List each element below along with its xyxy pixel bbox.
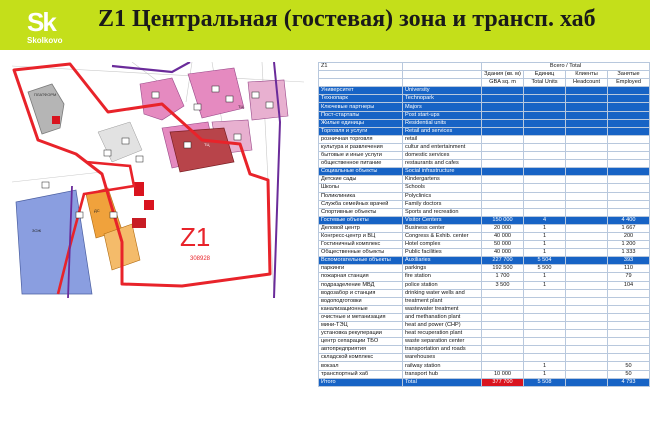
row-value [608,95,650,103]
row-value [566,305,608,313]
row-value: 110 [608,265,650,273]
row-value [482,354,524,362]
row-value: 1 [524,224,566,232]
row-label-ru: Общественные объекты [319,249,403,257]
zone-map [12,62,304,298]
row-value: 1 [524,281,566,289]
table-row [319,305,650,313]
row-value [608,152,650,160]
row-label-en: Kindergartens [403,176,482,184]
table-row [319,249,650,257]
row-value [566,232,608,240]
row-value [566,127,608,135]
row-value: 1 [524,241,566,249]
row-label-en: retail [403,135,482,143]
row-value [566,192,608,200]
table-row [319,346,650,354]
row-value [608,297,650,305]
row-label-ru: пожарная станция [319,273,403,281]
row-label-ru: бытовые и иные услуги [319,152,403,160]
row-label-en: railway station [403,362,482,370]
table-row [319,143,650,151]
row-label-en: fire station [403,273,482,281]
row-label-en: restaurants and cafes [403,160,482,168]
row-value [524,111,566,119]
row-value [524,200,566,208]
row-value [566,143,608,151]
row-label-en: police station [403,281,482,289]
row-value: 192 500 [482,265,524,273]
row-value [566,265,608,273]
row-value [482,87,524,95]
row-label-en: domestic services [403,152,482,160]
row-value [566,103,608,111]
row-label-en: Family doctors [403,200,482,208]
row-label-en: Congress & Exhib. center [403,232,482,240]
row-value: 227 700 [482,257,524,265]
table-row [319,338,650,346]
row-value [524,135,566,143]
row-value [524,152,566,160]
map-corner-label: ПЛАТФОРМ [34,92,57,97]
row-value [608,208,650,216]
table-row [319,95,650,103]
table-row [319,176,650,184]
row-value: 40 000 [482,249,524,257]
row-label-ru: Гостевые объекты [319,216,403,224]
row-label-en: Polyclinics [403,192,482,200]
table-row [319,322,650,330]
row-label-ru: Служба семейных врачей [319,200,403,208]
row-value [524,95,566,103]
row-value [482,192,524,200]
row-value: 50 000 [482,241,524,249]
row-value [482,119,524,127]
row-value [524,313,566,321]
row-label-ru: центр сепарации ТБО [319,338,403,346]
row-value [482,95,524,103]
row-value [566,176,608,184]
row-value [608,119,650,127]
row-label-ru: Жилые единицы [319,119,403,127]
row-value [608,176,650,184]
row-value [524,192,566,200]
row-value [566,378,608,386]
row-label-en: transport hub [403,370,482,378]
row-value: 50 [608,362,650,370]
row-value [566,297,608,305]
table-row [319,152,650,160]
row-label-en: transportation and roads [403,346,482,354]
row-value [608,338,650,346]
column-header: Клиенты [566,71,608,79]
row-value [608,200,650,208]
row-label-ru: Торговля и услуги [319,127,403,135]
logo-mark: Sk [27,7,55,37]
row-value [482,160,524,168]
row-value [524,119,566,127]
row-label-en: Post start-ups [403,111,482,119]
row-label-en: wastewater treatment [403,305,482,313]
row-label-en: Social infrastructure [403,168,482,176]
row-value [524,322,566,330]
table-row [319,232,650,240]
row-value [566,216,608,224]
row-value [482,297,524,305]
row-value [524,160,566,168]
table-header-row [319,63,650,71]
row-value [524,354,566,362]
row-label-ru: складской комплекс [319,354,403,362]
table-row [319,119,650,127]
row-value [482,103,524,111]
row-value [566,313,608,321]
row-value [524,103,566,111]
table-row [319,127,650,135]
row-label-ru: водозабор и станция [319,289,403,297]
table-row [319,297,650,305]
row-value: 79 [608,273,650,281]
row-label-en: Public facilities [403,249,482,257]
row-value [482,313,524,321]
row-value [566,322,608,330]
row-value [482,208,524,216]
row-value [566,152,608,160]
row-value [524,143,566,151]
row-value [482,200,524,208]
row-value [608,87,650,95]
row-value [566,168,608,176]
row-value [566,281,608,289]
row-value [566,249,608,257]
table-row [319,111,650,119]
row-value [482,143,524,151]
row-value [524,168,566,176]
row-value [566,160,608,168]
row-value [524,338,566,346]
row-value: 5 500 [524,265,566,273]
row-value: 5 508 [524,378,566,386]
row-value [482,305,524,313]
row-value [482,168,524,176]
row-label-ru: Вспомогательные объекты [319,257,403,265]
table-zone-cell: Z1 [319,63,403,71]
header-bar [0,0,650,50]
table-header-row-en [319,79,650,87]
row-value [608,160,650,168]
row-label-ru: Социальные объекты [319,168,403,176]
row-label-ru: Детские сады [319,176,403,184]
column-header: Headcount [566,79,608,87]
row-value [524,184,566,192]
row-value [608,103,650,111]
table-row [319,208,650,216]
row-label-en: and methanation plant [403,313,482,321]
column-header: Total Units [524,79,566,87]
row-value [524,305,566,313]
row-value [482,362,524,370]
row-value: 1 333 [608,249,650,257]
row-value [524,208,566,216]
row-label-en: waste separation center [403,338,482,346]
row-value [482,176,524,184]
column-header: Единиц [524,71,566,79]
row-label-ru: водоподготовки [319,297,403,305]
slide-title: Z1 Центральная (гостевая) зона и трансп. хаб [98,6,596,32]
row-value: 5 504 [524,257,566,265]
row-label-en: drinking water wells and [403,289,482,297]
table-row [319,184,650,192]
row-value [566,289,608,297]
row-label-en: Total [403,378,482,386]
row-value [608,305,650,313]
row-label-ru: подразделение МВД [319,281,403,289]
row-label-ru: розничная торговля [319,135,403,143]
row-value [608,192,650,200]
row-value [524,176,566,184]
row-value [482,338,524,346]
row-value [608,289,650,297]
row-label-ru: Пост-стартапы [319,111,403,119]
table-row [319,224,650,232]
row-value [566,95,608,103]
table-row [319,313,650,321]
row-label-ru: очистные и метанизация [319,313,403,321]
row-value [482,111,524,119]
row-label-ru: Деловой центр [319,224,403,232]
row-value [608,127,650,135]
row-value: 20 000 [482,224,524,232]
row-value: 3 500 [482,281,524,289]
row-label-en: heat and power (CHP) [403,322,482,330]
table-row [319,273,650,281]
column-header: GBA sq. m [482,79,524,87]
row-value: 1 [524,249,566,257]
table-row [319,216,650,224]
row-value [566,224,608,232]
row-label-ru: Конгресс-центр и ВЦ [319,232,403,240]
row-label-en: Residential units [403,119,482,127]
row-value [482,152,524,160]
row-value: 1 [524,370,566,378]
table-row [319,103,650,111]
row-value: 1 [524,273,566,281]
row-label-ru: автопредприятия [319,346,403,354]
table-row [319,265,650,273]
row-value [566,257,608,265]
plot-label: ДС [94,208,100,213]
column-header: Занятые [608,71,650,79]
table-row [319,135,650,143]
table-row [319,168,650,176]
row-label-en: treatment plant [403,297,482,305]
row-value [482,330,524,338]
row-label-ru: Университет [319,87,403,95]
row-label-en: Hotel complex [403,241,482,249]
row-label-en: Auxiliaries [403,257,482,265]
column-header: Здания (кв. м) [482,71,524,79]
table-row [319,192,650,200]
row-value [524,330,566,338]
row-value: 377 700 [482,378,524,386]
table-row [319,160,650,168]
zone-area: 308928 [190,256,211,262]
row-value [608,168,650,176]
skolkovo-logo [24,7,74,49]
row-value [608,111,650,119]
table-row [319,289,650,297]
row-label-ru: Ключевые партнеры [319,103,403,111]
row-value [566,119,608,127]
row-label-ru: канализационные [319,305,403,313]
row-value [608,313,650,321]
row-value [482,184,524,192]
row-value [608,322,650,330]
table-row [319,281,650,289]
row-label-en: parkings [403,265,482,273]
row-value [524,289,566,297]
row-label-ru: Итого [319,378,403,386]
table-row [319,200,650,208]
row-label-en: Schools [403,184,482,192]
row-label-en: Technopark [403,95,482,103]
row-value [566,241,608,249]
row-label-en: Business center [403,224,482,232]
table-row [319,87,650,95]
logo-brand: Skolkovo [27,36,63,45]
column-header: Employed [608,79,650,87]
row-value [566,273,608,281]
row-value: 104 [608,281,650,289]
row-value [566,362,608,370]
row-value [608,330,650,338]
row-label-en: warehouses [403,354,482,362]
row-label-en: University [403,87,482,95]
zone-data-table [318,62,650,387]
row-value: 1 [524,232,566,240]
zone-label: Z1 [180,222,211,252]
row-value: 4 [524,216,566,224]
row-value [566,346,608,354]
row-value [566,111,608,119]
row-value [524,87,566,95]
row-value: 393 [608,257,650,265]
row-label-ru: Гостиничный комплекс [319,241,403,249]
row-value [482,289,524,297]
row-value: 1 [524,362,566,370]
row-value [566,208,608,216]
row-value [566,338,608,346]
table-row [319,362,650,370]
row-value: 40 000 [482,232,524,240]
row-value: 150 000 [482,216,524,224]
row-value [608,346,650,354]
row-value [566,200,608,208]
row-value: 4 400 [608,216,650,224]
row-value [482,135,524,143]
row-label-ru: установка рекуперации [319,330,403,338]
row-label-ru: транспортный хаб [319,370,403,378]
row-value [566,135,608,143]
table-header-row-ru [319,71,650,79]
row-value [566,87,608,95]
row-value: 1 667 [608,224,650,232]
row-label-ru: мини-ТЭЦ [319,322,403,330]
row-label-en: Retail and services [403,127,482,135]
row-value [566,330,608,338]
row-value [608,354,650,362]
table-group-header: Всего / Total [482,63,650,71]
table-row [319,370,650,378]
row-value: 50 [608,370,650,378]
row-value: 200 [608,232,650,240]
row-label-en: Majors [403,103,482,111]
row-value [482,346,524,354]
row-label-en: Sports and recreation [403,208,482,216]
table-row [319,354,650,362]
row-value [608,135,650,143]
row-label-ru: культура и развлечения [319,143,403,151]
row-value [524,297,566,305]
row-value [566,370,608,378]
row-label-ru: Спортивные объекты [319,208,403,216]
row-label-en: Visitor Centers [403,216,482,224]
plot-label: ТЦ [238,104,244,109]
row-value [608,143,650,151]
plot-label: ТЦ [204,142,210,147]
row-label-en: heat recuperation plant [403,330,482,338]
row-label-ru: Школы [319,184,403,192]
row-value [608,184,650,192]
row-value [524,127,566,135]
row-value [566,354,608,362]
table-row [319,241,650,249]
row-value: 10 000 [482,370,524,378]
row-value [524,346,566,354]
row-label-ru: паркинги [319,265,403,273]
table-row [319,378,650,386]
row-value: 1 200 [608,241,650,249]
row-label-ru: Технопарк [319,95,403,103]
row-value [566,184,608,192]
row-value [482,127,524,135]
row-value [482,322,524,330]
row-value: 1 700 [482,273,524,281]
row-label-ru: общественное питание [319,160,403,168]
row-value: 4 793 [608,378,650,386]
table-row [319,257,650,265]
row-label-en: cultur and entertainment [403,143,482,151]
row-label-ru: Поликлиника [319,192,403,200]
row-label-ru: вокзал [319,362,403,370]
table-row [319,330,650,338]
plot-label: ЗОЖ [32,228,42,233]
